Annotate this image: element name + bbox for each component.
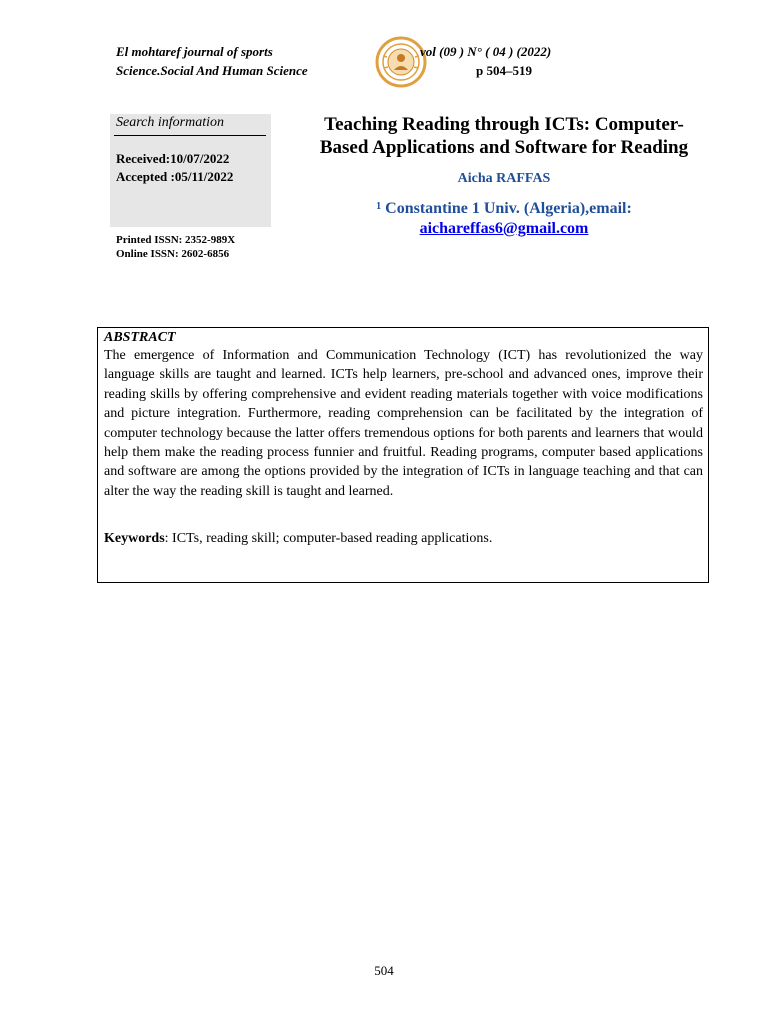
dates-block: [116, 150, 233, 186]
keywords-label: Keywords: [104, 531, 165, 546]
affiliation-text: Constantine 1 Univ. (Algeria),email:: [385, 200, 632, 217]
volume-info: vol (09 ) N° ( 04 ) (2022): [420, 44, 552, 59]
printed-issn: Printed ISSN: 2352-989X: [116, 234, 236, 246]
divider: [114, 135, 266, 136]
received-date: Received:10/07/2022: [116, 151, 230, 166]
keywords: [104, 529, 703, 548]
abstract-heading: ABSTRACT: [104, 330, 176, 345]
issn-block: [116, 233, 235, 261]
online-issn: Online ISSN: 2602-6856: [116, 248, 230, 260]
search-information-box: [110, 114, 271, 227]
keywords-text: : ICTs, reading skill; computer-based reading applications.: [164, 531, 493, 546]
affiliation: [296, 199, 712, 239]
abstract-text: The emergence of Information and Communication Technology (ICT) has revolutionized the way language skills are taught and learned. ICTs help learners, pre-school and advanced ones, improve their reading skills by offering comprehensive and evident reading materials together with voice modifications and picture integration. Furthermore, reading comprehension can be facilitated by the integration of computer technology because the latter offers tremendous options for both parents and learners that would help them make the reading process funnier and fruitful. Reading programs, computer based applications and software are among the options provided by the integration of ICTs in language teaching and that can alter the way the reading skill is taught and learned.: [104, 348, 703, 499]
journal-name-line2: Science.Social And Human Science: [116, 63, 308, 78]
abstract-box: [97, 327, 709, 583]
journal-name: [116, 42, 376, 80]
article-title: [296, 113, 712, 159]
affiliation-marker: 1: [376, 201, 382, 212]
page-number: 504: [374, 963, 394, 978]
journal-name-line1: El mohtaref journal of sports: [116, 44, 273, 59]
search-information-label: Search information: [116, 115, 224, 130]
article-title-line1: Teaching Reading through ICTs: Computer-: [324, 114, 684, 135]
author-email-link[interactable]: aichareffas6@gmail.com: [419, 220, 589, 237]
article-title-line2: Based Applications and Software for Reading: [319, 137, 689, 158]
author-name: Aicha RAFFAS: [457, 171, 551, 186]
accepted-date: Accepted :05/11/2022: [116, 169, 234, 184]
page-range: p 504–519: [476, 63, 532, 78]
